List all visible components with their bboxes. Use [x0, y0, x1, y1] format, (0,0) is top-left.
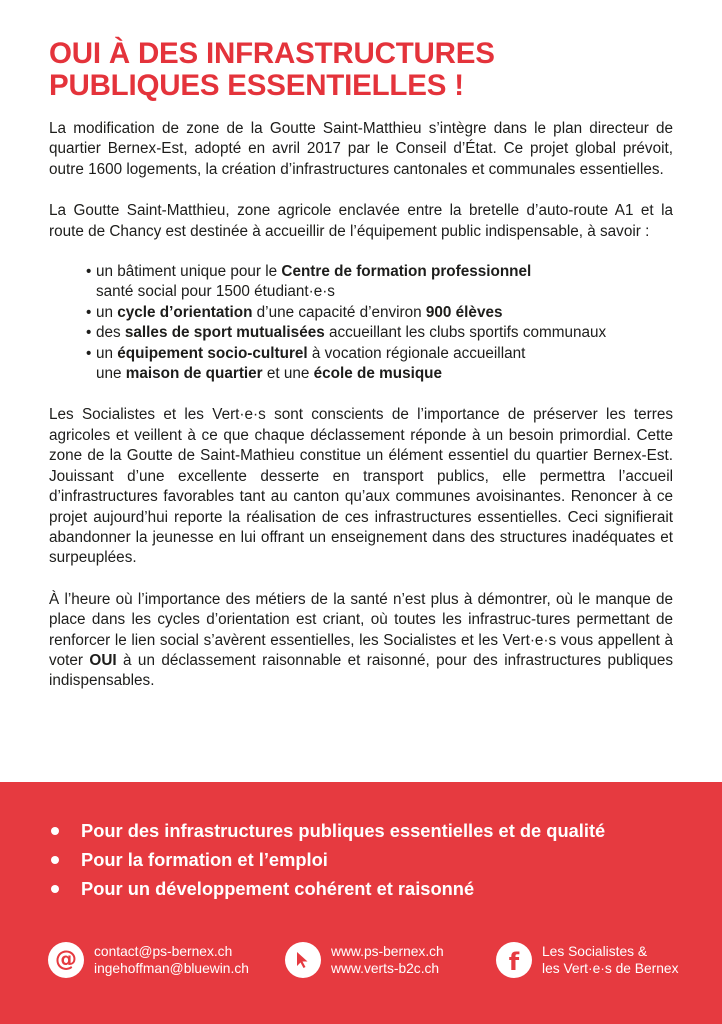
vote-yes-text: OUI [89, 651, 117, 669]
email-link[interactable]: ingehoffman@bluewin.ch [94, 961, 249, 976]
bullet-dot-icon [51, 885, 59, 893]
list-item-socio-cultural: • un équipement socio-culturel à vocation régionale accueillant une maison de quartier et une école de musique [86, 344, 673, 385]
email-link[interactable]: contact@ps-bernex.ch [94, 944, 233, 959]
facebook-page-link[interactable]: les Vert·e·s de Bernex [542, 961, 679, 976]
title-line-1: OUI À DES INFRASTRUCTURES [49, 37, 495, 70]
equipment-list [86, 262, 673, 384]
slogan-item: Pour un développement cohérent et raisonné [51, 874, 605, 903]
intro-paragraph: La modification de zone de la Goutte Saint-Matthieu s’intègre dans le plan directeur de quartier Bernex-Est, adopté en avril 2017 par le Conseil d’État. Ce projet global prévoit, outre 1600 logements, la création d’infrastructures cantonales et communales essentielles. [49, 120, 673, 178]
page-title [49, 38, 673, 102]
list-item-sports-halls: • des salles de sport mutualisées accueillant les clubs sportifs communaux [86, 323, 673, 343]
list-item-training-centre: • un bâtiment unique pour le Centre de formation professionnel santé social pour 1500 étudiant·e·s [86, 262, 673, 303]
site-paragraph: La Goutte Saint-Matthieu, zone agricole enclavée entre la bretelle d’auto-route A1 et la route de Chancy est destinée à accueillir de l’équipement public indispensable, à savoir : [49, 202, 673, 240]
list-item-orientation-cycle: • un cycle d’orientation d’une capacité d’environ 900 élèves [86, 303, 673, 323]
website-link[interactable]: www.verts-b2c.ch [331, 961, 440, 976]
slogan-list [51, 816, 605, 903]
slogan-item: Pour la formation et l’emploi [51, 845, 605, 874]
bullet-dot-icon [51, 856, 59, 864]
slogan-item: Pour des infrastructures publiques essentielles et de qualité [51, 816, 605, 845]
contact-facebook [496, 942, 679, 978]
bullet-dot-icon [51, 827, 59, 835]
contact-web [285, 942, 444, 978]
website-link[interactable]: www.ps-bernex.ch [331, 944, 444, 959]
cursor-icon-shape [293, 950, 313, 970]
footer-banner [0, 782, 722, 1024]
call-to-vote-paragraph: À l’heure où l’importance des métiers de la santé n’est plus à démontrer, où le manque de place dans les cycles d’orientation est criant, où toutes les infrastruc-tures permettant de renforcer le lien social s’avèrent essentielles, les Socialistes et les Vert·e·s vous appellent à voter OUI à un déclassement raisonnable et raisonné, pour des infrastructures publiques indispensables. [49, 590, 673, 690]
facebook-icon: f [496, 942, 532, 978]
cursor-icon [285, 942, 321, 978]
position-paragraph: Les Socialistes et les Vert·e·s sont conscients de l’importance de préserver les terres agricoles et veillent à ce que chaque déclassement réponde à un besoin primordial. Cette zone de la Goutte de Saint-Mathieu constitue un élément essentiel du quartier Bernex-Est. Jouissant d’une excellente desserte en transport publics, elle permettra l’accueil d’infrastructures favorables tant au canton qu’aux communes avoisinantes. Renoncer à ce projet aujourd’hui reporte la réalisation de ces infrastructures essentielles. Ceci signifierait abandonner la jeunesse en lui offrant un enseignement dans des structures inadéquates et surpeuplées. [49, 406, 673, 567]
contact-email [48, 942, 249, 978]
facebook-page-link[interactable]: Les Socialistes & [542, 944, 648, 959]
main-content [49, 38, 673, 692]
at-icon: @ [48, 942, 84, 978]
title-line-2: PUBLIQUES ESSENTIELLES ! [49, 69, 464, 102]
